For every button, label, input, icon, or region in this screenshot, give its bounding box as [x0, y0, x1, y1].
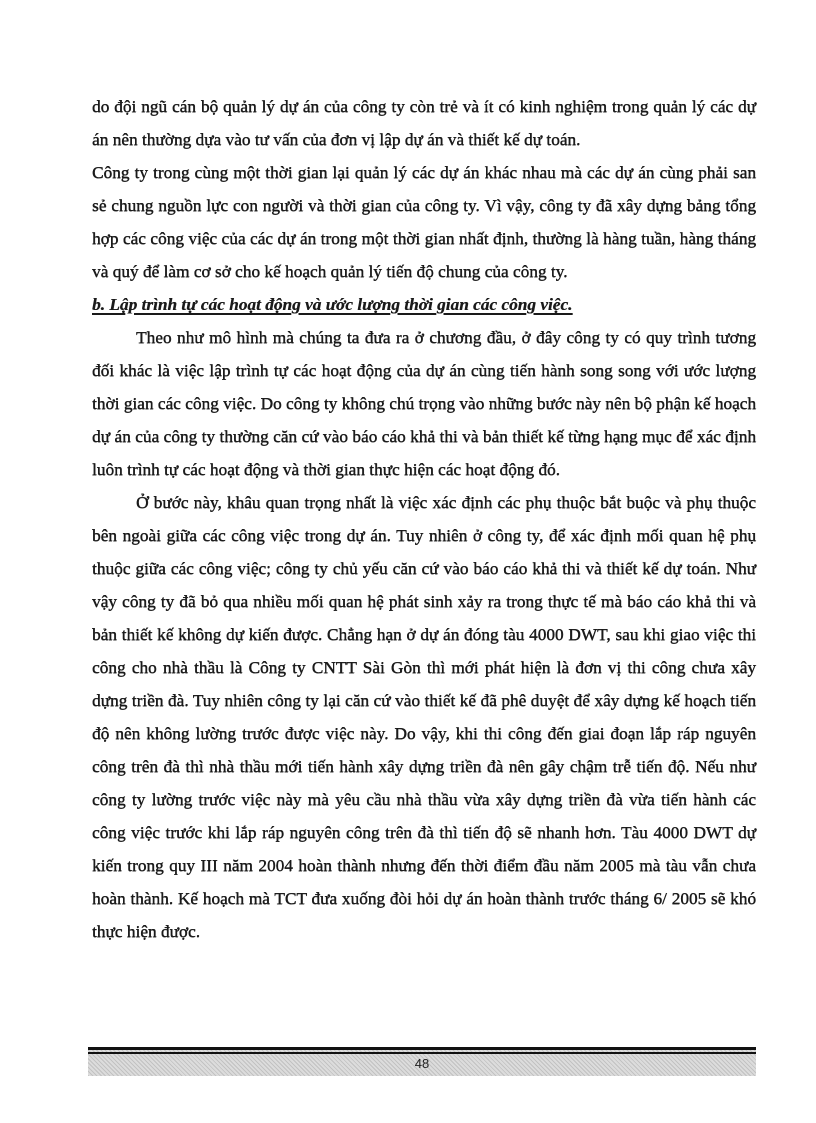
document-body [92, 90, 756, 948]
paragraph-intro-continuation: do đội ngũ cán bộ quản lý dự án của công ty còn trẻ và ít có kinh nghiệm trong quản lý các dự án nên thường dựa vào tư vấn của đơn vị lập dự án và thiết kế dự toán. [92, 97, 756, 149]
footer-divider [88, 1052, 756, 1054]
paragraph-resource-sharing: Công ty trong cùng một thời gian lại quản lý các dự án khác nhau mà các dự án cùng phải san sẻ chung nguồn lực con người và thời gian của công ty. Vì vậy, công ty đã xây dựng bảng tổng hợp các công việc của các dự án trong một thời gian nhất định, thường là hàng tuần, hàng tháng và quý để làm cơ sở cho kế hoạch quản lý tiến độ chung của công ty. [92, 163, 756, 281]
page-number: 48 [414, 1056, 430, 1071]
paragraph-dependencies: Ở bước này, khâu quan trọng nhất là việc xác định các phụ thuộc bắt buộc và phụ thuộc bên ngoài giữa các công việc trong dự án. Tuy nhiên ở công ty, để xác định mối quan hệ phụ thuộc giữa các công việc; công ty chủ yếu căn cứ vào báo cáo khả thi và thiết kế dự toán. Như vậy công ty đã bỏ qua nhiều mối quan hệ phát sinh xảy ra trong thực tế mà báo cáo khả thi và bản thiết kế không dự kiến được. Chẳng hạn ở dự án đóng tàu 4000 DWT, sau khi giao việc thi công cho nhà thầu là Công ty CNTT Sài Gòn thì mới phát hiện là đơn vị thi công chưa xây dựng triền đà. Tuy nhiên công ty lại căn cứ vào thiết kế đã phê duyệt để xây dựng kế hoạch tiến độ nên không lường trước được việc này. Do vậy, khi thi công đến giai đoạn lắp ráp nguyên công trên đà thì nhà thầu mới tiến hành xây dựng triền đà nên gây chậm trễ tiến độ. Nếu như công ty lường trước việc này mà yêu cầu nhà thầu vừa xây dựng triền đà vừa tiến hành các công việc trước khi lắp ráp nguyên công trên đà thì tiến độ sẽ nhanh hơn. Tàu 4000 DWT dự kiến trong quy III năm 2004 hoàn thành nhưng đến thời điểm đầu năm 2005 mà tàu vẫn chưa hoàn thành. Kế hoạch mà TCT đưa xuống đòi hỏi dự án hoàn thành trước tháng 6/ 2005 sẽ khó thực hiện được. [92, 493, 756, 941]
section-heading-b: b. Lập trình tự các hoạt động và ước lượng thời gian các công việc. [92, 295, 573, 314]
paragraph-sequencing: Theo như mô hình mà chúng ta đưa ra ở chương đầu, ở đây công ty có quy trình tương đối khác là việc lập trình tự các hoạt động của dự án cùng tiến hành song song với ước lượng thời gian các công việc. Do công ty không chú trọng vào những bước này nên bộ phận kế hoạch dự án của công ty thường căn cứ vào báo cáo khả thi và bản thiết kế từng hạng mục để xác định luôn trình tự các hoạt động và thời gian thực hiện các hoạt động đó. [92, 328, 756, 479]
page-footer [88, 1047, 756, 1076]
